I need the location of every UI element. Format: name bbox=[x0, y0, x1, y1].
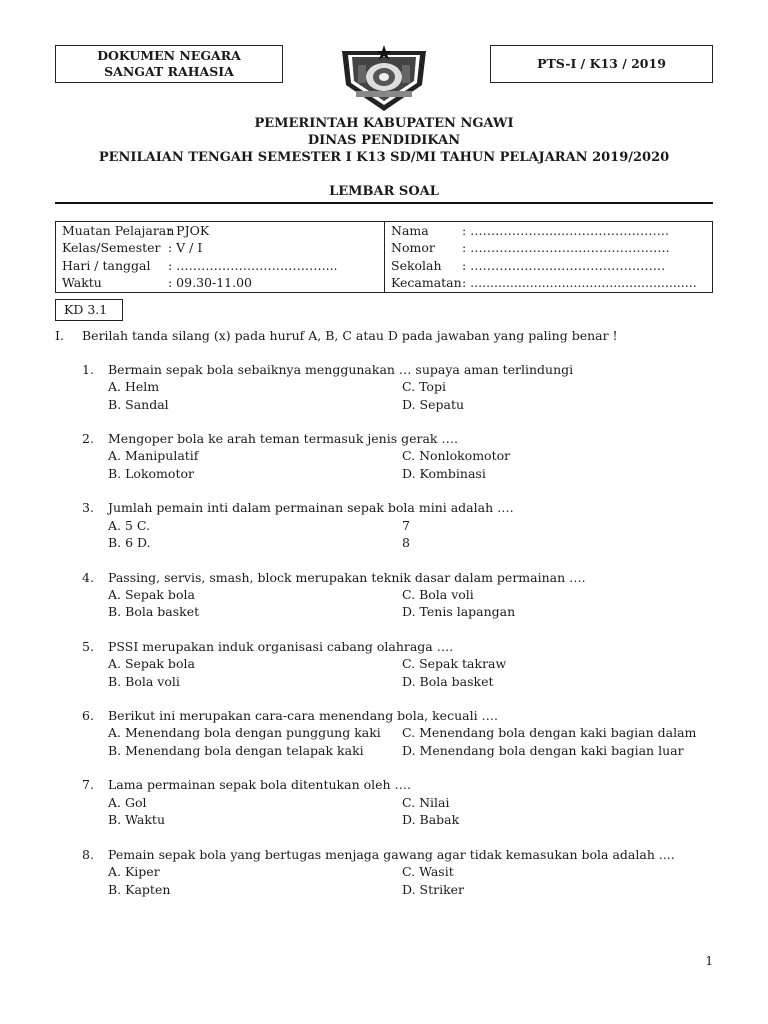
option-d: D. Babak bbox=[402, 812, 460, 827]
info-date-label: Hari / tanggal bbox=[62, 258, 151, 273]
question-number: 4. bbox=[82, 570, 94, 585]
info-name-label: Nama bbox=[391, 223, 429, 238]
question-text: Passing, servis, smash, block merupakan teknik dasar dalam permainan …. bbox=[108, 570, 586, 585]
option-c: C. Menendang bola dengan kaki bagian dalam bbox=[402, 725, 697, 740]
info-date-value: : ………………..…………….... bbox=[168, 258, 338, 273]
info-subject-value: : PJOK bbox=[168, 223, 210, 238]
option-a: A. Menendang bola dengan punggung kaki bbox=[108, 725, 381, 740]
info-school-value: : ………………....……………………. bbox=[462, 258, 666, 273]
info-class-label: Kelas/Semester bbox=[62, 240, 161, 255]
option-a: A. 5 C. bbox=[108, 518, 150, 533]
info-district-value: : ......................................................... bbox=[462, 275, 697, 290]
classification-line-1: DOKUMEN NEGARA bbox=[97, 48, 241, 63]
government-heading: PEMERINTAH KABUPATEN NGAWI bbox=[254, 116, 514, 131]
question-number: 3. bbox=[82, 500, 94, 515]
option-c: C. Bola voli bbox=[402, 587, 474, 602]
option-d: D. Menendang bola dengan kaki bagian luar bbox=[402, 743, 684, 758]
info-number-label: Nomor bbox=[391, 240, 435, 255]
option-a: A. Sepak bola bbox=[108, 656, 195, 671]
kd-box bbox=[55, 299, 123, 321]
option-c: C. Topi bbox=[402, 379, 446, 394]
kd-label: KD 3.1 bbox=[64, 302, 108, 317]
option-c: C. Wasit bbox=[402, 864, 454, 879]
option-b: B. Waktu bbox=[108, 812, 165, 827]
option-a: A. Sepak bola bbox=[108, 587, 195, 602]
question-number: 1. bbox=[82, 362, 94, 377]
exam-code-box bbox=[490, 45, 713, 83]
option-d: D. Striker bbox=[402, 882, 465, 897]
option-c: 7 bbox=[402, 518, 410, 533]
info-subject-label: Muatan Pelajaran bbox=[62, 223, 175, 238]
option-c: C. Sepak takraw bbox=[402, 656, 507, 671]
instruction-number: I. bbox=[55, 328, 64, 343]
option-a: A. Helm bbox=[108, 379, 160, 394]
option-c: C. Nonlokomotor bbox=[402, 448, 511, 463]
option-b: B. Bola voli bbox=[108, 674, 180, 689]
option-b: B. Kapten bbox=[108, 882, 171, 897]
question-number: 5. bbox=[82, 639, 94, 654]
option-a: A. Gol bbox=[108, 795, 147, 810]
info-time-label: Waktu bbox=[62, 275, 102, 290]
heading-divider bbox=[55, 202, 713, 204]
info-school-label: Sekolah bbox=[391, 258, 442, 273]
question-text: Bermain sepak bola sebaiknya menggunakan … supaya aman terlindungi bbox=[108, 362, 574, 377]
question-text: Mengoper bola ke arah teman termasuk jenis gerak …. bbox=[108, 431, 458, 446]
exam-title-heading: PENILAIAN TENGAH SEMESTER I K13 SD/MI TAHUN PELAJARAN 2019/2020 bbox=[98, 150, 670, 165]
info-district-label: Kecamatan bbox=[391, 275, 462, 290]
option-d: 8 bbox=[402, 535, 410, 550]
option-a: A. Manipulatif bbox=[108, 448, 199, 463]
option-b: B. Bola basket bbox=[108, 604, 200, 619]
question-number: 7. bbox=[82, 777, 94, 792]
option-a: A. Kiper bbox=[108, 864, 160, 879]
student-info-table bbox=[55, 221, 713, 293]
page-number: 1 bbox=[705, 954, 713, 968]
question-text: Lama permainan sepak bola ditentukan oleh …. bbox=[108, 777, 412, 792]
question-sheet-heading: LEMBAR SOAL bbox=[329, 184, 439, 199]
info-time-value: : 09.30-11.00 bbox=[168, 275, 252, 290]
instruction-text: Berilah tanda silang (x) pada huruf A, B, C atau D pada jawaban yang paling benar ! bbox=[82, 328, 618, 343]
info-name-value: : ……………….....……………………. bbox=[462, 223, 670, 238]
option-d: D. Tenis lapangan bbox=[402, 604, 516, 619]
classification-line-2: SANGAT RAHASIA bbox=[104, 64, 234, 79]
option-b: B. Menendang bola dengan telapak kaki bbox=[108, 743, 364, 758]
info-table-divider bbox=[384, 222, 385, 292]
info-number-value: : ……………………..…………………. bbox=[462, 240, 670, 255]
question-text: Jumlah pemain inti dalam permainan sepak bola mini adalah …. bbox=[108, 500, 514, 515]
option-d: D. Kombinasi bbox=[402, 466, 486, 481]
exam-code: PTS-I / K13 / 2019 bbox=[537, 56, 666, 71]
department-heading: DINAS PENDIDIKAN bbox=[307, 133, 461, 148]
option-c: C. Nilai bbox=[402, 795, 450, 810]
question-text: Berikut ini merupakan cara-cara menendang bola, kecuali …. bbox=[108, 708, 499, 723]
info-class-value: : V / I bbox=[168, 240, 203, 255]
option-b: B. 6 D. bbox=[108, 535, 151, 550]
option-d: D. Bola basket bbox=[402, 674, 494, 689]
option-b: B. Sandal bbox=[108, 397, 169, 412]
option-d: D. Sepatu bbox=[402, 397, 465, 412]
question-text: PSSI merupakan induk organisasi cabang olahraga …. bbox=[108, 639, 454, 654]
question-number: 6. bbox=[82, 708, 94, 723]
question-number: 8. bbox=[82, 847, 94, 862]
option-b: B. Lokomotor bbox=[108, 466, 194, 481]
question-text: Pemain sepak bola yang bertugas menjaga gawang agar tidak kemasukan bola adalah .... bbox=[108, 847, 675, 862]
document-classification-box bbox=[55, 45, 283, 83]
ngawi-emblem-logo bbox=[338, 45, 430, 113]
question-number: 2. bbox=[82, 431, 94, 446]
